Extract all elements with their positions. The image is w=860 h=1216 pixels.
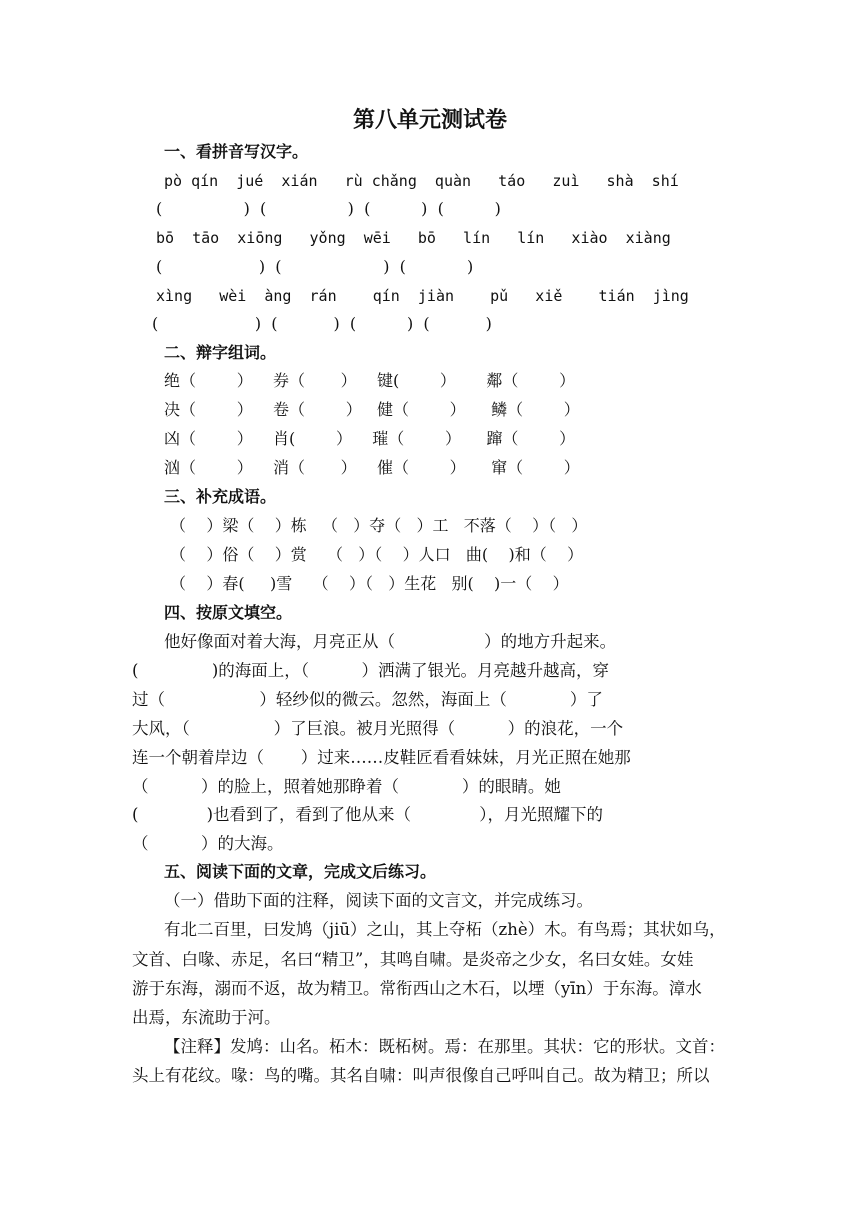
section2-heading: 二、辩字组词。 [164, 343, 277, 362]
bracket-row-2[interactable]: ( ) ( ) ( ) [156, 257, 474, 276]
bracket-row-1[interactable]: ( ) ( ) ( ) ( ) [156, 199, 501, 218]
section5-heading: 五、阅读下面的文章，完成文后练习。 [164, 862, 437, 881]
section4-heading: 四、按原文填空。 [164, 603, 293, 622]
fill-line-6[interactable]: （ ）的脸上，照着她那睁着（ ）的眼睛。她 [132, 777, 561, 796]
fill-line-5[interactable]: 连一个朝着岸边（ ）过来……皮鞋匠看看妹妹，月光正照在她那 [132, 748, 631, 767]
fill-line-3[interactable]: 过（ ）轻纱似的微云。忽然，海面上（ ）了 [132, 690, 603, 709]
fill-line-7[interactable]: ( )也看到了，看到了他从来（ ），月光照耀下的 [132, 805, 603, 824]
passage-line-4: 出焉，东流助于河。 [132, 1008, 281, 1027]
fill-line-2[interactable]: ( )的海面上，（ ）洒满了银光。月亮越升越高，穿 [132, 661, 610, 680]
fill-line-4[interactable]: 大风，（ ）了巨浪。被月光照得（ ）的浪花，一个 [132, 719, 624, 738]
page-title: 第八单元测试卷 [352, 107, 507, 133]
pinyin-row-3: xìng wèi àng rán qín jiàn pǔ xiě tián jìng [156, 287, 689, 305]
word-group-row-4[interactable]: 汹（ ） 消（ ） 催（ ） 窜（ ） [164, 458, 580, 477]
pinyin-row-2: bō tāo xiōng yǒng wēi bō lín lín xiào xiàng [156, 229, 671, 247]
pinyin-row-1: pò qín jué xián rù chǎng quàn táo zuì shà shí [164, 172, 679, 190]
reading-subheading: （一）借助下面的注释，阅读下面的文言文，并完成练习。 [164, 891, 593, 910]
idiom-row-2[interactable]: （ ）俗（ ）赏 （ ）（ ）人口 曲( )和（ ） [170, 545, 584, 564]
bracket-row-3[interactable]: ( ) ( ) ( ) ( ) [152, 314, 492, 333]
section3-heading: 三、补充成语。 [164, 487, 277, 506]
word-group-row-3[interactable]: 凶（ ） 肖( ） 璀（ ） 蹿（ ） [164, 429, 576, 448]
note-line-1: 【注释】发鸠：山名。柘木：既柘树。焉：在那里。其状：它的形状。文首： [164, 1037, 725, 1056]
idiom-row-1[interactable]: （ ）梁（ ）栋 （ ）夺（ ）工 不落（ ）（ ） [170, 516, 588, 535]
fill-line-8[interactable]: （ ）的大海。 [132, 834, 284, 853]
passage-line-3: 游于东海，溺而不返，故为精卫。常衔西山之木石，以堙（yīn）于东海。漳水 [132, 979, 702, 998]
word-group-row-1[interactable]: 绝（ ） 券（ ） 键( ） 鄰（ ） [164, 371, 576, 390]
passage-line-2: 文首、白喙、赤足，名曰“精卫”，其鸣自啸。是炎帝之少女，名曰女娃。女娃 [132, 950, 694, 969]
passage-line-1: 有北二百里，曰发鸠（jiū）之山，其上夺柘（zhè）木。有鸟焉；其状如乌， [164, 920, 726, 939]
note-line-2: 头上有花纹。喙：鸟的嘴。其名自啸：叫声很像自己呼叫自己。故为精卫；所以 [132, 1066, 710, 1085]
section1-heading: 一、看拼音写汉字。 [164, 142, 309, 161]
idiom-row-3[interactable]: （ ）春( )雪 （ ）（ ）生花 别( )一（ ） [170, 574, 569, 593]
fill-line-1[interactable]: 他好像面对着大海，月亮正从（ ）的地方升起来。 [164, 632, 617, 651]
word-group-row-2[interactable]: 决（ ） 卷（ ） 健（ ） 鳞（ ） [164, 400, 580, 419]
